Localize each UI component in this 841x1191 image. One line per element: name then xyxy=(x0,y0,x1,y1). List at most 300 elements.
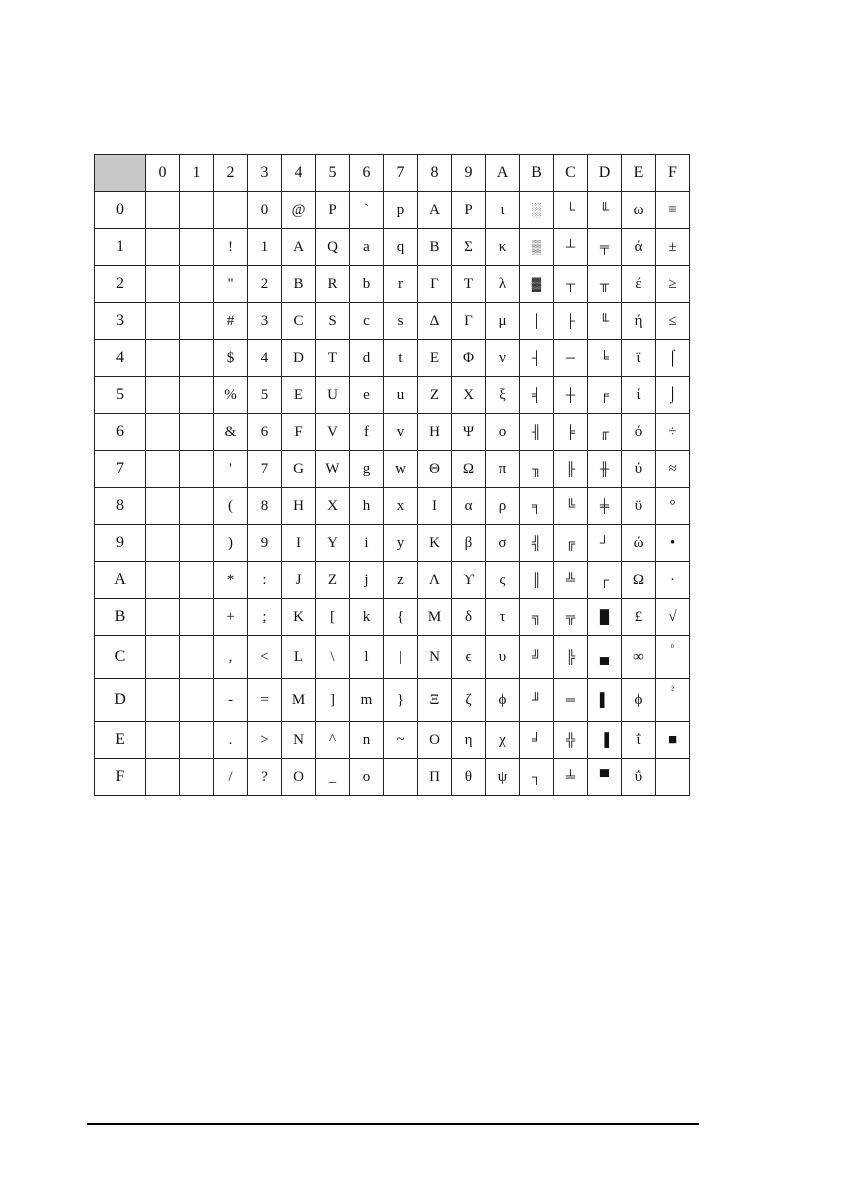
char-cell: ─ xyxy=(554,340,588,377)
char-cell: λ xyxy=(486,266,520,303)
char-cell: M xyxy=(282,679,316,722)
char-cell: _ xyxy=(316,759,350,796)
char-cell: ╝ xyxy=(520,636,554,679)
character-code-table xyxy=(94,154,690,796)
char-cell: ^ xyxy=(316,722,350,759)
char-cell: Δ xyxy=(418,303,452,340)
char-cell: ' xyxy=(214,451,248,488)
column-header: 7 xyxy=(384,155,418,192)
char-cell: & xyxy=(214,414,248,451)
char-cell: i xyxy=(350,525,384,562)
char-cell: Ι xyxy=(418,488,452,525)
char-cell: 4 xyxy=(248,340,282,377)
char-cell: ξ xyxy=(486,377,520,414)
char-cell: < xyxy=(248,636,282,679)
column-header: 0 xyxy=(146,155,180,192)
char-cell xyxy=(384,759,418,796)
char-cell xyxy=(146,451,180,488)
char-cell xyxy=(180,229,214,266)
char-cell: ╓ xyxy=(588,414,622,451)
char-cell: t xyxy=(384,340,418,377)
char-cell: Ψ xyxy=(452,414,486,451)
char-cell: 5 xyxy=(248,377,282,414)
char-cell: S xyxy=(316,303,350,340)
char-cell: T xyxy=(316,340,350,377)
table-row xyxy=(95,451,690,488)
char-cell xyxy=(146,525,180,562)
char-cell: ⌡ xyxy=(656,377,690,414)
char-cell: ╣ xyxy=(520,525,554,562)
table-row xyxy=(95,636,690,679)
char-cell xyxy=(180,266,214,303)
column-header: F xyxy=(656,155,690,192)
char-cell: │ xyxy=(520,303,554,340)
char-cell: ! xyxy=(214,229,248,266)
char-cell: Ο xyxy=(418,722,452,759)
char-cell xyxy=(146,340,180,377)
column-header: 3 xyxy=(248,155,282,192)
row-header: D xyxy=(95,679,146,722)
char-cell: X xyxy=(316,488,350,525)
char-cell: ⁿ xyxy=(656,636,690,679)
char-cell xyxy=(180,192,214,229)
char-cell: ╢ xyxy=(520,414,554,451)
char-cell xyxy=(180,636,214,679)
char-cell: ? xyxy=(248,759,282,796)
char-cell: δ xyxy=(452,599,486,636)
char-cell xyxy=(180,451,214,488)
char-cell: ╟ xyxy=(554,451,588,488)
char-cell: ≥ xyxy=(656,266,690,303)
char-cell: β xyxy=(452,525,486,562)
table-row xyxy=(95,599,690,636)
row-header: 4 xyxy=(95,340,146,377)
footer-rule xyxy=(87,1123,699,1125)
char-cell: ┐ xyxy=(520,759,554,796)
char-cell xyxy=(656,759,690,796)
char-cell: / xyxy=(214,759,248,796)
char-cell: ║ xyxy=(520,562,554,599)
char-cell: Β xyxy=(418,229,452,266)
char-cell: H xyxy=(282,488,316,525)
char-cell: ϊ xyxy=(622,340,656,377)
column-header: D xyxy=(588,155,622,192)
char-cell: ▒ xyxy=(520,229,554,266)
column-header: 5 xyxy=(316,155,350,192)
char-cell xyxy=(180,414,214,451)
char-cell: ν xyxy=(486,340,520,377)
char-cell: τ xyxy=(486,599,520,636)
char-cell: ╤ xyxy=(588,229,622,266)
char-cell: b xyxy=(350,266,384,303)
char-cell xyxy=(146,266,180,303)
table-row xyxy=(95,525,690,562)
column-header: 8 xyxy=(418,155,452,192)
char-cell: s xyxy=(384,303,418,340)
char-cell: ┤ xyxy=(520,340,554,377)
char-cell xyxy=(146,192,180,229)
table-row xyxy=(95,229,690,266)
char-cell: y xyxy=(384,525,418,562)
char-cell xyxy=(146,414,180,451)
char-cell: ░ xyxy=(520,192,554,229)
char-cell xyxy=(180,340,214,377)
char-cell: ╒ xyxy=(588,377,622,414)
char-cell xyxy=(146,679,180,722)
row-header: 1 xyxy=(95,229,146,266)
char-cell: ╦ xyxy=(554,599,588,636)
char-cell xyxy=(214,192,248,229)
char-cell: ζ xyxy=(452,679,486,722)
char-cell: 6 xyxy=(248,414,282,451)
char-cell: ϕ xyxy=(486,679,520,722)
char-cell xyxy=(146,229,180,266)
char-cell: 1 xyxy=(248,229,282,266)
corner-cell xyxy=(95,155,146,192)
table-row xyxy=(95,562,690,599)
char-cell: r xyxy=(384,266,418,303)
char-cell: ω xyxy=(622,192,656,229)
char-cell xyxy=(146,562,180,599)
char-cell: ≤ xyxy=(656,303,690,340)
char-cell: A xyxy=(282,229,316,266)
char-cell: ▀ xyxy=(588,759,622,796)
char-cell: " xyxy=(214,266,248,303)
char-cell xyxy=(180,525,214,562)
char-cell xyxy=(146,599,180,636)
char-cell: █ xyxy=(588,599,622,636)
char-cell: η xyxy=(452,722,486,759)
char-cell: Y xyxy=(316,525,350,562)
char-cell: σ xyxy=(486,525,520,562)
char-cell: B xyxy=(282,266,316,303)
row-header: 2 xyxy=(95,266,146,303)
char-cell: c xyxy=(350,303,384,340)
char-cell: ≈ xyxy=(656,451,690,488)
char-cell: # xyxy=(214,303,248,340)
char-cell: ) xyxy=(214,525,248,562)
char-cell: ΰ xyxy=(622,759,656,796)
table-row xyxy=(95,759,690,796)
char-cell: • xyxy=(656,525,690,562)
char-cell: 0 xyxy=(248,192,282,229)
char-cell: ά xyxy=(622,229,656,266)
char-cell: Η xyxy=(418,414,452,451)
char-cell: ~ xyxy=(384,722,418,759)
char-cell: Τ xyxy=(452,266,486,303)
column-header: B xyxy=(520,155,554,192)
row-header: 0 xyxy=(95,192,146,229)
char-cell: - xyxy=(214,679,248,722)
char-cell: έ xyxy=(622,266,656,303)
char-cell: ╥ xyxy=(588,266,622,303)
char-cell: I xyxy=(282,525,316,562)
char-cell: C xyxy=(282,303,316,340)
char-cell: ╩ xyxy=(554,562,588,599)
char-cell xyxy=(180,488,214,525)
char-cell: . xyxy=(214,722,248,759)
char-cell: > xyxy=(248,722,282,759)
char-cell: ι xyxy=(486,192,520,229)
char-cell: ┴ xyxy=(554,229,588,266)
row-header: 3 xyxy=(95,303,146,340)
char-cell: x xyxy=(384,488,418,525)
char-cell: ή xyxy=(622,303,656,340)
char-cell: ± xyxy=(656,229,690,266)
char-cell: @ xyxy=(282,192,316,229)
char-cell: h xyxy=(350,488,384,525)
char-cell xyxy=(180,759,214,796)
char-cell xyxy=(146,759,180,796)
char-cell: 8 xyxy=(248,488,282,525)
table-row xyxy=(95,722,690,759)
row-header: 9 xyxy=(95,525,146,562)
column-header: 9 xyxy=(452,155,486,192)
char-cell: χ xyxy=(486,722,520,759)
table-row xyxy=(95,192,690,229)
char-cell: Q xyxy=(316,229,350,266)
char-cell: k xyxy=(350,599,384,636)
char-cell: ώ xyxy=(622,525,656,562)
column-header: C xyxy=(554,155,588,192)
char-cell: Χ xyxy=(452,377,486,414)
char-cell: ϒ xyxy=(452,562,486,599)
char-cell xyxy=(180,599,214,636)
table-row xyxy=(95,303,690,340)
row-header: B xyxy=(95,599,146,636)
char-cell: ⌠ xyxy=(656,340,690,377)
table-row xyxy=(95,266,690,303)
char-cell: ψ xyxy=(486,759,520,796)
char-cell: ύ xyxy=(622,451,656,488)
char-cell: Ρ xyxy=(452,192,486,229)
char-cell: κ xyxy=(486,229,520,266)
char-cell: ┌ xyxy=(588,562,622,599)
char-cell: + xyxy=(214,599,248,636)
char-cell: ϋ xyxy=(622,488,656,525)
char-cell: F xyxy=(282,414,316,451)
char-cell: = xyxy=(248,679,282,722)
char-cell: : xyxy=(248,562,282,599)
column-header: E xyxy=(622,155,656,192)
char-cell: ╬ xyxy=(554,722,588,759)
char-cell: Ω xyxy=(622,562,656,599)
char-cell: g xyxy=(350,451,384,488)
column-header: 6 xyxy=(350,155,384,192)
char-cell: ς xyxy=(486,562,520,599)
char-cell: ; xyxy=(248,599,282,636)
row-header: 5 xyxy=(95,377,146,414)
char-cell: ϵ xyxy=(452,636,486,679)
char-cell: ] xyxy=(316,679,350,722)
char-cell: 9 xyxy=(248,525,282,562)
char-cell: ╞ xyxy=(554,414,588,451)
char-cell: ├ xyxy=(554,303,588,340)
char-cell: ∞ xyxy=(622,636,656,679)
char-cell: $ xyxy=(214,340,248,377)
char-cell: Γ xyxy=(452,303,486,340)
char-cell: K xyxy=(282,599,316,636)
char-cell: z xyxy=(384,562,418,599)
char-cell: ΐ xyxy=(622,722,656,759)
char-cell: Ν xyxy=(418,636,452,679)
table-row xyxy=(95,377,690,414)
char-cell: v xyxy=(384,414,418,451)
row-header: 8 xyxy=(95,488,146,525)
char-cell: Ε xyxy=(418,340,452,377)
row-header: F xyxy=(95,759,146,796)
char-cell: E xyxy=(282,377,316,414)
char-cell: \ xyxy=(316,636,350,679)
char-cell: P xyxy=(316,192,350,229)
char-cell: ² xyxy=(656,679,690,722)
char-cell: ▄ xyxy=(588,636,622,679)
char-cell: ╡ xyxy=(520,377,554,414)
char-cell: Μ xyxy=(418,599,452,636)
char-cell: n xyxy=(350,722,384,759)
char-cell: π xyxy=(486,451,520,488)
char-cell: L xyxy=(282,636,316,679)
char-cell: G xyxy=(282,451,316,488)
char-cell xyxy=(146,377,180,414)
char-cell: p xyxy=(384,192,418,229)
char-cell: ( xyxy=(214,488,248,525)
char-cell: Α xyxy=(418,192,452,229)
char-cell xyxy=(146,636,180,679)
char-cell xyxy=(146,303,180,340)
table-row xyxy=(95,679,690,722)
char-cell: w xyxy=(384,451,418,488)
char-cell: Φ xyxy=(452,340,486,377)
char-cell: ρ xyxy=(486,488,520,525)
char-cell: ┼ xyxy=(554,377,588,414)
char-cell: ╚ xyxy=(554,488,588,525)
char-cell: ╗ xyxy=(520,599,554,636)
char-cell: ό xyxy=(622,414,656,451)
char-cell: ╔ xyxy=(554,525,588,562)
char-cell: ╙ xyxy=(588,192,622,229)
char-cell: ╜ xyxy=(520,679,554,722)
char-cell: j xyxy=(350,562,384,599)
char-cell: U xyxy=(316,377,350,414)
char-cell: Z xyxy=(316,562,350,599)
char-cell: Γ xyxy=(418,266,452,303)
char-cell: ╪ xyxy=(588,488,622,525)
char-cell: | xyxy=(384,636,418,679)
char-cell: μ xyxy=(486,303,520,340)
char-cell: l xyxy=(350,636,384,679)
char-cell: ▌ xyxy=(588,679,622,722)
char-cell: Λ xyxy=(418,562,452,599)
char-cell: ϕ xyxy=(622,679,656,722)
char-cell: ╫ xyxy=(588,451,622,488)
column-header: 1 xyxy=(180,155,214,192)
char-cell xyxy=(180,679,214,722)
char-cell: ╖ xyxy=(520,451,554,488)
char-cell: · xyxy=(656,562,690,599)
char-cell: Κ xyxy=(418,525,452,562)
char-cell: m xyxy=(350,679,384,722)
char-cell xyxy=(146,488,180,525)
char-cell: 3 xyxy=(248,303,282,340)
char-cell: W xyxy=(316,451,350,488)
char-cell: ╠ xyxy=(554,636,588,679)
char-cell: q xyxy=(384,229,418,266)
char-cell: ╛ xyxy=(520,722,554,759)
char-cell xyxy=(180,303,214,340)
row-header: A xyxy=(95,562,146,599)
char-cell: ` xyxy=(350,192,384,229)
char-cell: ÷ xyxy=(656,414,690,451)
char-cell: ° xyxy=(656,488,690,525)
char-cell xyxy=(146,722,180,759)
char-cell: 2 xyxy=(248,266,282,303)
char-cell: ο xyxy=(486,414,520,451)
char-cell: u xyxy=(384,377,418,414)
char-cell: Π xyxy=(418,759,452,796)
char-cell: * xyxy=(214,562,248,599)
char-cell: D xyxy=(282,340,316,377)
column-header: 2 xyxy=(214,155,248,192)
char-cell: a xyxy=(350,229,384,266)
char-cell: e xyxy=(350,377,384,414)
char-cell: } xyxy=(384,679,418,722)
table-row xyxy=(95,414,690,451)
row-header: 6 xyxy=(95,414,146,451)
char-cell: θ xyxy=(452,759,486,796)
row-header: 7 xyxy=(95,451,146,488)
row-header: C xyxy=(95,636,146,679)
char-cell: R xyxy=(316,266,350,303)
char-cell: f xyxy=(350,414,384,451)
char-cell: O xyxy=(282,759,316,796)
char-cell: N xyxy=(282,722,316,759)
char-cell: ▐ xyxy=(588,722,622,759)
table-row xyxy=(95,340,690,377)
char-cell: ┘ xyxy=(588,525,622,562)
char-cell: V xyxy=(316,414,350,451)
char-cell: Ζ xyxy=(418,377,452,414)
char-cell: ▓ xyxy=(520,266,554,303)
char-cell: ┬ xyxy=(554,266,588,303)
char-cell: 7 xyxy=(248,451,282,488)
char-cell: ≡ xyxy=(656,192,690,229)
char-cell: £ xyxy=(622,599,656,636)
char-cell: ■ xyxy=(656,722,690,759)
char-cell: J xyxy=(282,562,316,599)
char-cell: └ xyxy=(554,192,588,229)
table-row xyxy=(95,488,690,525)
char-cell: ╧ xyxy=(554,759,588,796)
column-header-row xyxy=(95,155,690,192)
char-cell: ╙ xyxy=(588,303,622,340)
char-cell xyxy=(180,377,214,414)
char-cell: √ xyxy=(656,599,690,636)
char-cell: d xyxy=(350,340,384,377)
char-cell: { xyxy=(384,599,418,636)
char-cell: o xyxy=(350,759,384,796)
char-cell: % xyxy=(214,377,248,414)
char-cell xyxy=(180,562,214,599)
char-cell: Θ xyxy=(418,451,452,488)
char-cell: , xyxy=(214,636,248,679)
char-cell xyxy=(180,722,214,759)
char-cell: ═ xyxy=(554,679,588,722)
char-cell: ί xyxy=(622,377,656,414)
char-cell: ╘ xyxy=(588,340,622,377)
char-cell: Ξ xyxy=(418,679,452,722)
char-cell: Σ xyxy=(452,229,486,266)
